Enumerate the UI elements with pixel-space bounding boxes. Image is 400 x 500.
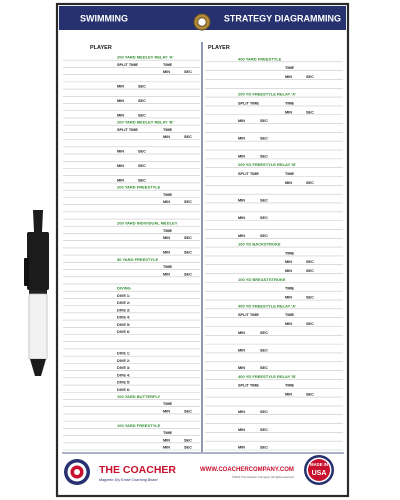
row-label: MIN [238,198,245,203]
made-in-usa-badge [304,455,334,485]
row-label: SPLIT TIME [238,313,259,318]
row-label: MIN [238,427,245,432]
copyright-text: ©2021 The Coacher Company. All rights reserved. [232,475,295,479]
row-label: MIN [163,70,170,75]
row-label: SEC [184,272,192,277]
marker-band [29,290,47,294]
event-heading: 100 YD BREASTSTROKE [238,276,286,282]
row-label: SEC [260,136,268,141]
row-label: DIVE 3: [117,308,131,313]
row-label: SEC [184,250,192,255]
event-heading: 200 YD FREESTYLE RELAY 'A' [238,91,297,97]
row-label: MIN [285,180,292,185]
row-label: SEC [184,236,192,241]
row-label: SEC [260,427,268,432]
row-label: MIN [163,250,170,255]
row-label: MIN [238,330,245,335]
row-label: SEC [260,216,268,221]
row-label: TIME [285,172,295,177]
row-label: TIME [163,62,173,67]
row-label: MIN [163,135,170,140]
row-label: SEC [184,438,192,443]
row-label: MIN [238,154,245,159]
row-label: TIME [285,66,295,71]
row-label: DIVE 2: [117,358,131,363]
event-heading: 400 YARD FREESTYLE [238,56,282,62]
row-label: MIN [285,392,292,397]
event-heading: 400 YD FREESTYLE RELAY 'B' [238,373,297,379]
grommet-icon [194,14,210,30]
row-label: SEC [306,110,314,115]
event-heading: 400 YD FREESTYLE RELAY 'A' [238,303,297,309]
row-label: TIME [163,402,173,407]
event-heading: 100 YARD FREESTYLE [117,422,161,428]
row-label: MIN [285,269,292,274]
coacher-seal-icon [64,459,90,485]
event-heading: 200 YARD FREESTYLE [117,184,161,190]
row-label: MIN [163,409,170,414]
row-label: SEC [138,84,146,89]
row-label: DIVE 3: [117,366,131,371]
row-label: SPLIT TIME [117,62,138,67]
row-label: DIVE 6: [117,387,131,392]
row-label: SPLIT TIME [238,101,259,106]
row-label: SEC [306,260,314,265]
row-label: TIME [285,101,295,106]
event-heading: 50 YARD FREESTYLE [117,256,159,262]
row-label: MIN [285,110,292,115]
row-label: SEC [306,321,314,326]
row-label: SEC [306,74,314,79]
row-label: MIN [117,178,124,183]
event-heading: 200 YARD MEDLEY RELAY 'A' [117,54,174,60]
marker-cap [27,232,49,290]
row-label: TIME [163,265,173,270]
row-label: MIN [238,216,245,221]
row-label: SEC [260,410,268,415]
row-label: SEC [260,154,268,159]
row-label: TIME [285,251,295,256]
row-label: MIN [163,272,170,277]
brand-name: THE COACHER [99,464,177,476]
row-label: SEC [138,163,146,168]
row-label: MIN [238,348,245,353]
event-heading: 100 YD BACKSTROKE [238,241,281,247]
row-label: MIN [117,99,124,104]
row-label: TIME [163,127,173,132]
row-label: TIME [285,383,295,388]
row-label: MIN [117,84,124,89]
row-label: SEC [260,330,268,335]
row-label: SPLIT TIME [238,172,259,177]
left-player-head: PLAYER [90,45,112,51]
row-label: SEC [138,149,146,154]
row-label: SEC [260,198,268,203]
header-right-title: STRATEGY DIAGRAMMING [223,13,341,24]
event-heading: 200 YD FREESTYLE RELAY 'B' [238,162,297,168]
row-label: SEC [306,180,314,185]
row-label: SEC [138,99,146,104]
row-label: MIN [163,438,170,443]
row-label: TIME [285,313,295,318]
row-label: DIVE 1: [117,293,131,298]
row-label: DIVE 5: [117,380,131,385]
brand-tagline: Magnetic Dry Erase Coaching Board [99,478,158,482]
row-label: SEC [260,119,268,124]
event-heading: DIVING [117,285,131,291]
row-label: MIN [285,260,292,265]
row-label: DIVE 4: [117,373,131,378]
row-label: SPLIT TIME [238,383,259,388]
row-label: DIVE 6: [117,330,131,335]
row-label: TIME [163,431,173,436]
row-label: DIVE 4: [117,315,131,320]
website-link[interactable]: WWW.COACHERCOMPANY.COM [200,467,294,473]
row-label: MIN [163,236,170,241]
row-label: SEC [260,233,268,238]
row-label: SEC [260,366,268,371]
row-label: TIME [285,286,295,291]
row-label: MIN [285,295,292,300]
right-player-head: PLAYER [208,45,230,51]
row-label: MIN [238,410,245,415]
row-label: SEC [184,445,192,450]
row-label: MIN [163,445,170,450]
row-label: SEC [184,70,192,75]
marker-cap-top [33,210,43,232]
badge-line1: MADE IN [310,462,328,467]
event-heading: 100 YARD BUTTERFLY [117,393,161,399]
row-label: MIN [285,321,292,326]
badge-line2: USA [311,470,327,477]
row-label: MIN [117,149,124,154]
marker-barrel [29,294,47,359]
row-label: SEC [138,178,146,183]
row-label: MIN [285,74,292,79]
row-label: SEC [306,269,314,274]
row-label: MIN [238,445,245,450]
row-label: MIN [163,200,170,205]
marker-end [30,359,46,376]
event-heading: 200 YARD INDIVIDUAL MEDLEY [117,220,178,226]
row-label: SEC [306,392,314,397]
row-label: MIN [238,366,245,371]
marker-clip [24,258,29,286]
row-label: SEC [184,409,192,414]
row-label: DIVE 5: [117,322,131,327]
row-label: MIN [238,136,245,141]
row-label: TIME [163,228,173,233]
row-label: MIN [238,119,245,124]
row-label: TIME [163,192,173,197]
row-label: MIN [117,113,124,118]
row-label: DIVE 2: [117,301,131,306]
row-label: SEC [184,135,192,140]
row-label: SEC [184,200,192,205]
row-label: DIVE 1: [117,351,131,356]
row-label: SEC [306,295,314,300]
row-label: SEC [260,348,268,353]
row-label: MIN [238,233,245,238]
event-heading: 200 YARD MEDLEY RELAY 'B' [117,119,174,125]
dry-erase-marker[interactable] [24,210,49,376]
header-left-title: SWIMMING [80,13,128,24]
row-label: SEC [138,113,146,118]
row-label: MIN [117,163,124,168]
row-label: SEC [260,445,268,450]
row-label: SPLIT TIME [117,127,138,132]
